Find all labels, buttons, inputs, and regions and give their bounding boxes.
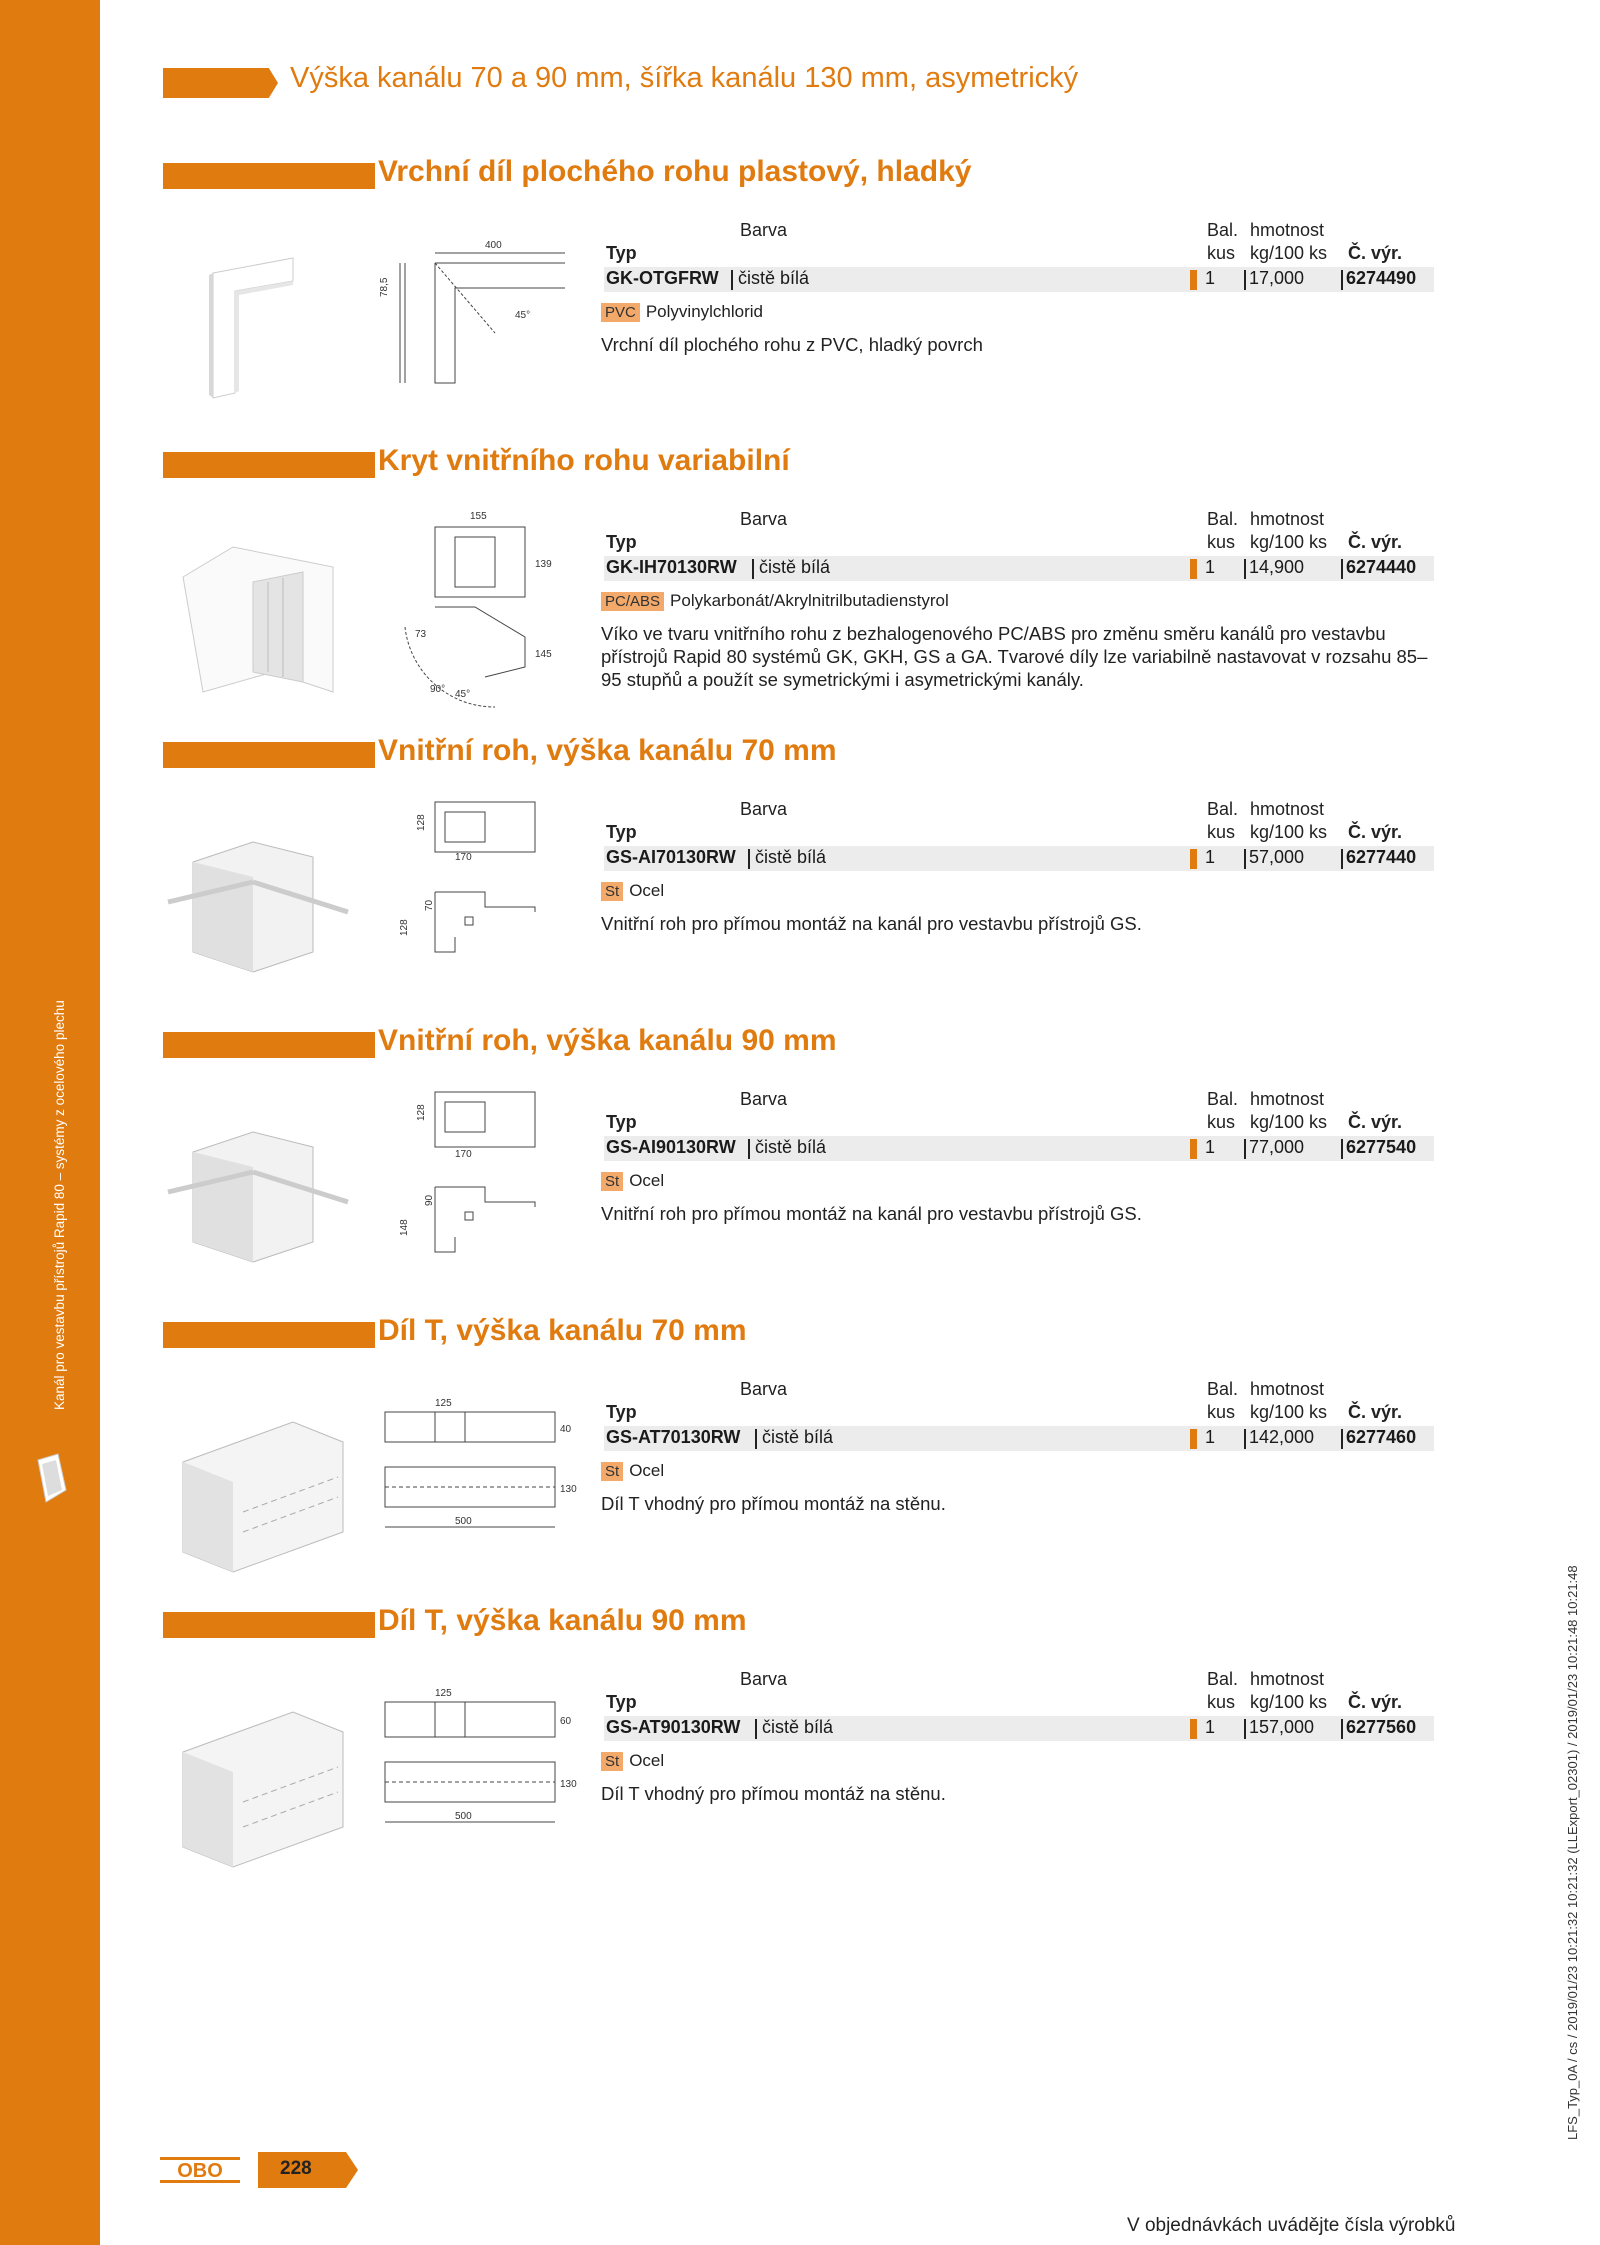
product-description: Vnitřní roh pro přímou montáž na kanál pro vestavbu přístrojů GS. — [601, 1203, 1142, 1224]
drawing-dimension: 45° — [455, 689, 471, 700]
material-code: St — [601, 1752, 623, 1771]
product-description: Díl T vhodný pro přímou montáž na stěnu. — [601, 1783, 946, 1804]
separator — [1244, 1139, 1246, 1159]
product-description: Díl T vhodný pro přímou montáž na stěnu. — [601, 1493, 946, 1514]
drawing-dimension: 145 — [535, 649, 552, 660]
drawing-dimension: 130 — [560, 1484, 577, 1495]
header-barva: Barva — [740, 1669, 788, 1689]
product-row — [604, 1716, 1434, 1741]
weight: 142,000 — [1249, 1427, 1315, 1447]
header-kg: kg/100 ks — [1250, 1112, 1328, 1132]
package-qty: 1 — [1205, 268, 1216, 288]
separator — [1244, 1429, 1246, 1449]
header-hmotnost: hmotnost — [1250, 799, 1325, 819]
weight: 157,000 — [1249, 1717, 1315, 1737]
separator — [748, 849, 750, 869]
section-title: Vnitřní roh, výška kanálu 90 mm — [378, 1024, 837, 1057]
header-hmotnost: hmotnost — [1250, 1669, 1325, 1689]
section-bar — [163, 1032, 375, 1058]
obo-logo — [160, 2157, 240, 2183]
orange-marker — [1190, 559, 1197, 579]
header-hmotnost: hmotnost — [1250, 1089, 1325, 1109]
header-bal: Bal. — [1207, 1089, 1239, 1109]
header-kus: kus — [1207, 1692, 1236, 1712]
drawing-dimension: 128 — [416, 1104, 427, 1121]
package-qty: 1 — [1205, 1137, 1216, 1157]
article-number: 6277560 — [1346, 1717, 1417, 1737]
material-info — [601, 880, 664, 902]
product-description: Vnitřní roh pro přímou montáž na kanál pro vestavbu přístrojů GS. — [601, 913, 1142, 934]
orange-marker — [1190, 1429, 1197, 1449]
material-info — [601, 1170, 664, 1192]
separator — [1341, 270, 1343, 290]
product-type: GS-AT70130RW — [606, 1427, 741, 1447]
product-section — [0, 1314, 1600, 1612]
product-section — [0, 444, 1600, 742]
page-header-bar — [163, 68, 278, 98]
technical-drawing — [375, 1392, 575, 1592]
header-kus: kus — [1207, 243, 1236, 263]
technical-drawing — [375, 507, 575, 707]
drawing-dimension: 155 — [470, 511, 487, 522]
print-metadata: LFS_Typ_0A / cs / 2019/01/23 10:21:32 10:21:32 (LLExport_02301) / 2019/01/23 10:21:48 10:21:48 — [1565, 1565, 1580, 2140]
product-color: čistě bílá — [738, 268, 810, 288]
separator — [755, 1429, 757, 1449]
material-info — [601, 1750, 664, 1772]
article-number: 6274440 — [1346, 557, 1417, 577]
section-title: Kryt vnitřního rohu variabilní — [378, 444, 790, 477]
header-cv: Č. výr. — [1348, 243, 1403, 263]
header-barva: Barva — [740, 220, 788, 240]
package-qty: 1 — [1205, 847, 1216, 867]
drawing-dimension: 90° — [430, 684, 446, 695]
drawing-dimension: 128 — [399, 919, 410, 936]
header-cv: Č. výr. — [1348, 822, 1403, 842]
material-info — [601, 1460, 664, 1482]
drawing-dimension: 125 — [435, 1688, 452, 1699]
separator — [1341, 559, 1343, 579]
section-title: Vnitřní roh, výška kanálu 70 mm — [378, 734, 837, 767]
header-kus: kus — [1207, 1112, 1236, 1132]
article-number: 6277460 — [1346, 1427, 1417, 1447]
material-name: Ocel — [629, 1171, 665, 1190]
material-code: PC/ABS — [601, 592, 664, 611]
separator — [752, 559, 754, 579]
drawing-dimension: 60 — [560, 1716, 572, 1727]
sidebar-text: Kanál pro vestavbu přístrojů Rapid 80 – systémy z ocelového plechu — [52, 1000, 67, 1410]
material-code: St — [601, 882, 623, 901]
drawing-dimension: 73 — [415, 629, 427, 640]
article-number: 6277440 — [1346, 847, 1417, 867]
product-description: Víko ve tvaru vnitřního rohu z bezhalogenového PC/ABS pro změnu směru kanálů pro vestavbu přístrojů Rapid 80 systémů GK, GKH, GS a GA. Tvarové díly lze variabilně nastavovat v rozsahu 85–95 stupňů a použít se symetrickými i asymetrickými kanály. — [601, 623, 1428, 690]
header-barva: Barva — [740, 1379, 788, 1399]
product-description: Vrchní díl plochého rohu z PVC, hladký povrch — [601, 334, 983, 355]
product-type: GS-AI70130RW — [606, 847, 736, 867]
separator — [1244, 1719, 1246, 1739]
header-cv: Č. výr. — [1348, 1692, 1403, 1712]
section-bar — [163, 452, 375, 478]
product-row — [604, 1426, 1434, 1451]
product-photo — [163, 1692, 363, 1892]
section-bar — [163, 1612, 375, 1638]
weight: 17,000 — [1249, 268, 1305, 288]
material-name: Ocel — [629, 1751, 665, 1770]
technical-drawing — [375, 792, 575, 992]
material-code: St — [601, 1462, 623, 1481]
product-photo — [163, 1402, 363, 1602]
product-type: GK-IH70130RW — [606, 557, 737, 577]
product-photo — [163, 522, 363, 722]
page-title: Výška kanálu 70 a 90 mm, šířka kanálu 130 mm, asymetrický — [290, 62, 1079, 94]
material-info — [601, 590, 949, 612]
product-type: GK-OTGFRW — [606, 268, 719, 288]
product-color: čistě bílá — [755, 1137, 827, 1157]
package-qty: 1 — [1205, 1427, 1216, 1447]
header-barva: Barva — [740, 799, 788, 819]
material-name: Polykarbonát/Akrylnitrilbutadienstyrol — [670, 591, 949, 610]
material-name: Polyvinylchlorid — [645, 302, 764, 321]
drawing-dimension: 139 — [535, 559, 552, 570]
product-color: čistě bílá — [762, 1717, 834, 1737]
orange-marker — [1190, 270, 1197, 290]
material-code: PVC — [601, 303, 640, 322]
weight: 77,000 — [1249, 1137, 1305, 1157]
page-number: 228 — [280, 2158, 312, 2179]
logo-text: OBO — [177, 2160, 223, 2182]
article-number: 6277540 — [1346, 1137, 1417, 1157]
technical-drawing — [375, 233, 575, 433]
separator — [755, 1719, 757, 1739]
header-kus: kus — [1207, 1402, 1236, 1422]
material-name: Ocel — [629, 881, 665, 900]
product-section — [0, 1604, 1600, 1902]
package-qty: 1 — [1205, 557, 1216, 577]
header-typ: Typ — [606, 1402, 637, 1422]
product-photo — [163, 822, 363, 1022]
footer-note: V objednávkách uvádějte čísla výrobků — [1127, 2215, 1456, 2236]
material-code: St — [601, 1172, 623, 1191]
drawing-dimension: 148 — [399, 1219, 410, 1236]
header-kus: kus — [1207, 822, 1236, 842]
drawing-dimension: 130 — [560, 1779, 577, 1790]
header-hmotnost: hmotnost — [1250, 509, 1325, 529]
header-kg: kg/100 ks — [1250, 243, 1328, 263]
separator — [1341, 1429, 1343, 1449]
section-bar — [163, 1322, 375, 1348]
orange-marker — [1190, 1719, 1197, 1739]
product-section — [0, 734, 1600, 1032]
weight: 57,000 — [1249, 847, 1305, 867]
header-kg: kg/100 ks — [1250, 822, 1328, 842]
drawing-dimension: 500 — [455, 1811, 472, 1822]
header-kg: kg/100 ks — [1250, 532, 1328, 552]
header-kus: kus — [1207, 532, 1236, 552]
product-type: GS-AT90130RW — [606, 1717, 741, 1737]
product-photo — [163, 1112, 363, 1312]
orange-marker — [1190, 1139, 1197, 1159]
material-name: Ocel — [629, 1461, 665, 1480]
header-cv: Č. výr. — [1348, 532, 1403, 552]
header-typ: Typ — [606, 532, 637, 552]
product-color: čistě bílá — [755, 847, 827, 867]
product-row — [604, 556, 1434, 581]
separator — [1244, 559, 1246, 579]
separator — [1341, 1139, 1343, 1159]
separator — [1341, 849, 1343, 869]
header-typ: Typ — [606, 822, 637, 842]
drawing-dimension: 45° — [515, 310, 531, 321]
header-bal: Bal. — [1207, 220, 1239, 240]
drawing-dimension: 78,5 — [379, 277, 390, 297]
drawing-dimension: 400 — [485, 240, 502, 251]
drawing-dimension: 170 — [455, 852, 472, 863]
separator — [731, 270, 733, 290]
product-color: čistě bílá — [759, 557, 831, 577]
header-typ: Typ — [606, 243, 637, 263]
drawing-dimension: 170 — [455, 1149, 472, 1160]
drawing-dimension: 70 — [424, 899, 435, 911]
orange-marker — [1190, 849, 1197, 869]
product-row — [604, 846, 1434, 871]
separator — [1244, 270, 1246, 290]
separator — [1341, 1719, 1343, 1739]
drawing-dimension: 40 — [560, 1424, 572, 1435]
product-photo — [163, 223, 363, 423]
separator — [1244, 849, 1246, 869]
product-section — [0, 155, 1600, 453]
header-kg: kg/100 ks — [1250, 1692, 1328, 1712]
drawing-dimension: 125 — [435, 1398, 452, 1409]
article-number: 6274490 — [1346, 268, 1417, 288]
technical-drawing — [375, 1082, 575, 1282]
drawing-dimension: 500 — [455, 1516, 472, 1527]
material-info — [601, 301, 763, 323]
weight: 14,900 — [1249, 557, 1305, 577]
header-barva: Barva — [740, 509, 788, 529]
header-bal: Bal. — [1207, 799, 1239, 819]
section-title: Vrchní díl plochého rohu plastový, hladký — [378, 155, 972, 188]
header-hmotnost: hmotnost — [1250, 1379, 1325, 1399]
section-bar — [163, 163, 375, 189]
header-cv: Č. výr. — [1348, 1402, 1403, 1422]
product-row — [604, 1136, 1434, 1161]
product-section — [0, 1024, 1600, 1322]
header-barva: Barva — [740, 1089, 788, 1109]
header-bal: Bal. — [1207, 1379, 1239, 1399]
section-title: Díl T, výška kanálu 70 mm — [378, 1314, 747, 1347]
product-row — [604, 267, 1434, 292]
header-kg: kg/100 ks — [1250, 1402, 1328, 1422]
header-typ: Typ — [606, 1112, 637, 1132]
package-qty: 1 — [1205, 1717, 1216, 1737]
header-cv: Č. výr. — [1348, 1112, 1403, 1132]
drawing-dimension: 90 — [424, 1194, 435, 1206]
header-hmotnost: hmotnost — [1250, 220, 1325, 240]
drawing-dimension: 128 — [416, 814, 427, 831]
separator — [748, 1139, 750, 1159]
technical-drawing — [375, 1682, 575, 1882]
product-color: čistě bílá — [762, 1427, 834, 1447]
header-bal: Bal. — [1207, 509, 1239, 529]
header-bal: Bal. — [1207, 1669, 1239, 1689]
header-typ: Typ — [606, 1692, 637, 1712]
product-type: GS-AI90130RW — [606, 1137, 736, 1157]
section-title: Díl T, výška kanálu 90 mm — [378, 1604, 747, 1637]
section-bar — [163, 742, 375, 768]
